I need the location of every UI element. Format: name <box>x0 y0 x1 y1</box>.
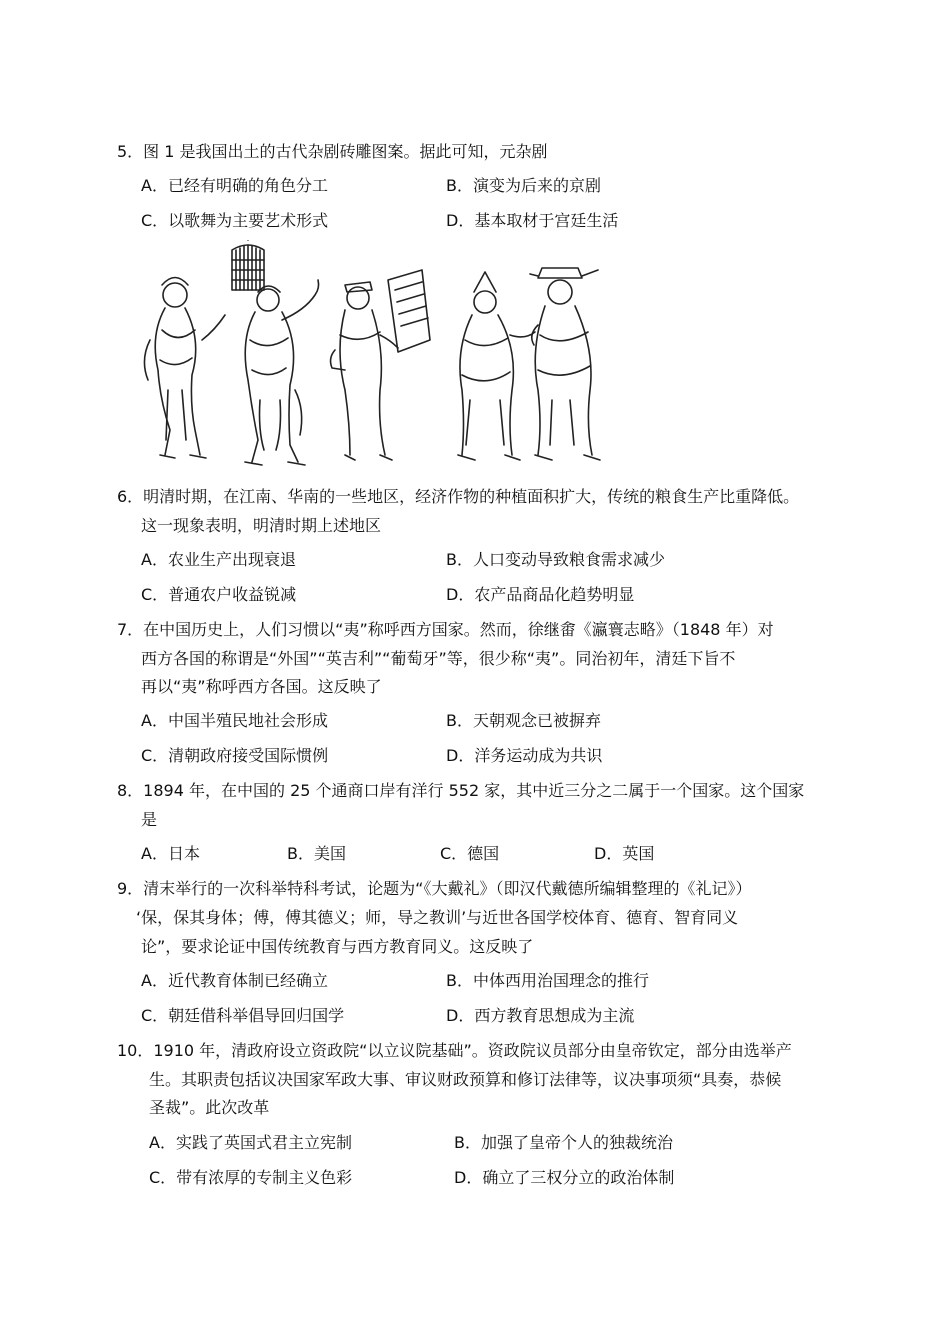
question-stem: 论”，要求论证中国传统教育与西方教育同义。这反映了 <box>141 937 534 956</box>
option-a: A．中国半殖民地社会形成 <box>141 711 328 730</box>
brick-carving-figure <box>140 240 620 470</box>
question-stem: 8．1894 年，在中国的 25 个通商口岸有洋行 552 家，其中近三分之二属于一个国家。这个国家 <box>117 781 805 800</box>
option-d: D．确立了三权分立的政治体制 <box>454 1168 675 1187</box>
option-c: C．普通农户收益锐减 <box>141 585 297 604</box>
option-b: B．人口变动导致粮食需求减少 <box>446 550 665 569</box>
option-c: C．清朝政府接受国际惯例 <box>141 746 329 765</box>
option-c: C．德国 <box>440 844 500 863</box>
option-d: D．基本取材于宫廷生活 <box>446 211 619 230</box>
figure-character-4 <box>458 272 535 460</box>
birdcage-drawing <box>232 240 264 290</box>
question-stem: 生。其职责包括议决国家军政大事、审议财政预算和修订法律等，议决事项须“具奏，恭候 <box>149 1070 782 1089</box>
question-stem: 7．在中国历史上，人们习惯以“夷”称呼西方国家。然而，徐继畬《瀛寰志略》（1848 年）对 <box>117 620 774 639</box>
question-stem: 6．明清时期，在江南、华南的一些地区，经济作物的种植面积扩大，传统的粮食生产比重降低。 <box>117 487 800 506</box>
option-d: D．洋务运动成为共识 <box>446 746 603 765</box>
option-a: A．农业生产出现衰退 <box>141 550 296 569</box>
option-d: D．农产品商品化趋势明显 <box>446 585 635 604</box>
question-stem: 圣裁”。此次改革 <box>149 1098 270 1117</box>
figure-character-5 <box>530 268 600 460</box>
option-b: B．加强了皇帝个人的独裁统治 <box>454 1133 673 1152</box>
option-c: C．朝廷借科举倡导回归国学 <box>141 1006 345 1025</box>
question-stem: 这一现象表明，明清时期上述地区 <box>141 516 382 535</box>
question-stem: 西方各国的称谓是“外国”“英吉利”“葡萄牙”等，很少称“夷”。同治初年，清廷下旨不 <box>141 649 736 668</box>
question-stem: 10．1910 年，清政府设立资政院“以立议院基础”。资政院议员部分由皇帝钦定，部分由选举产 <box>117 1041 792 1060</box>
option-b: B．天朝观念已被摒弃 <box>446 711 601 730</box>
option-d: D．西方教育思想成为主流 <box>446 1006 635 1025</box>
option-b: B．中体西用治国理念的推行 <box>446 971 649 990</box>
question-stem: 是 <box>141 810 158 829</box>
option-b: B．演变为后来的京剧 <box>446 176 601 195</box>
option-c: C．带有浓厚的专制主义色彩 <box>149 1168 353 1187</box>
question-stem: ‘保，保其身体；傅，傅其德义；师，导之教训’与近世各国学校体育、德育、智育同义 <box>136 908 739 927</box>
question-stem: 再以“夷”称呼西方各国。这反映了 <box>141 677 382 696</box>
option-a: A．实践了英国式君主立宪制 <box>149 1133 352 1152</box>
option-a: A．已经有明确的角色分工 <box>141 176 328 195</box>
question-stem: 9．清末举行的一次科举特科考试，论题为“《大戴礼》（即汉代戴德所编辑整理的《礼记》） <box>117 879 752 898</box>
option-d: D．英国 <box>594 844 655 863</box>
option-a: A．近代教育体制已经确立 <box>141 971 328 990</box>
question-stem: 5．图 1 是我国出土的古代杂剧砖雕图案。据此可知，元杂剧 <box>117 142 548 161</box>
option-a: A．日本 <box>141 844 200 863</box>
option-c: C．以歌舞为主要艺术形式 <box>141 211 329 230</box>
figure-character-1 <box>144 278 225 459</box>
figure-character-3 <box>331 270 430 460</box>
option-b: B．美国 <box>287 844 346 863</box>
figure-character-2 <box>245 280 319 465</box>
